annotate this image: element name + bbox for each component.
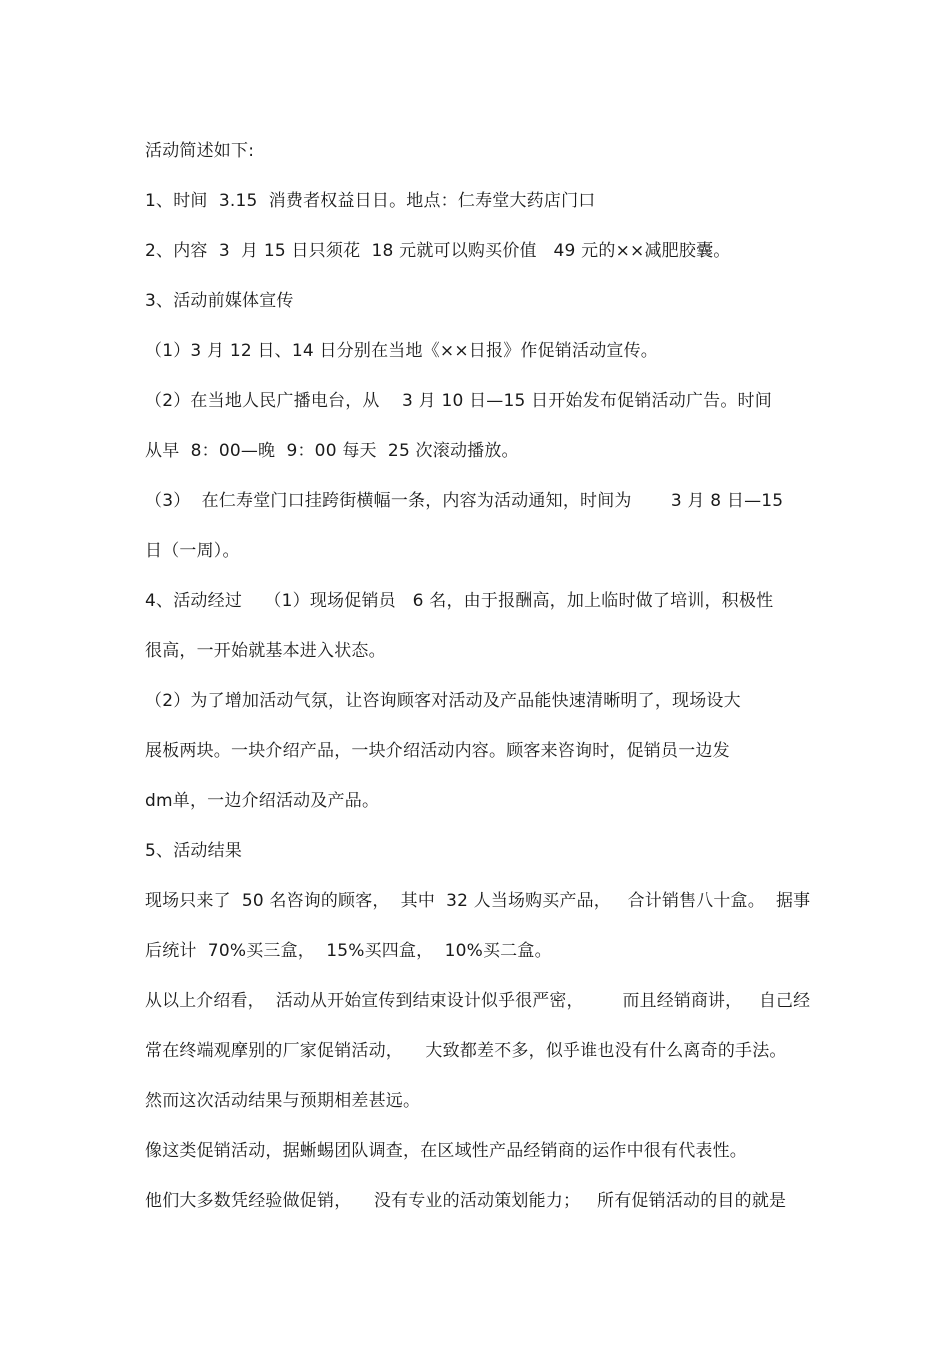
- text-line: 从以上介绍看， 活动从开始宣传到结束设计似乎很严密， 而且经销商讲， 自己经: [145, 991, 811, 1011]
- text-line: 后统计 70%买三盒， 15%买四盒， 10%买二盒。: [145, 941, 552, 961]
- text-line: 从早 8：00—晚 9：00 每天 25 次滚动播放。: [145, 441, 519, 461]
- text-line: 4、活动经过 （1）现场促销员 6 名，由于报酬高，加上临时做了培训，积极性: [145, 591, 774, 611]
- text-line: （1）3 月 12 日、14 日分别在当地《××日报》作促销活动宣传。: [145, 341, 658, 361]
- text-line: 展板两块。一块介绍产品，一块介绍活动内容。顾客来咨询时，促销员一边发: [145, 741, 730, 761]
- text-line: （3） 在仁寿堂门口挂跨街横幅一条，内容为活动通知，时间为 3 月 8 日—15: [145, 491, 784, 511]
- text-line: 1、时间 3.15 消费者权益日日。地点：仁寿堂大药店门口: [145, 191, 596, 211]
- text-line: 活动简述如下:: [145, 141, 255, 161]
- text-line: 像这类促销活动，据蜥蜴团队调查，在区域性产品经销商的运作中很有代表性。: [145, 1141, 747, 1161]
- text-line: 日（一周）。: [145, 541, 240, 561]
- text-line: 2、内容 3 月 15 日只须花 18 元就可以购买价值 49 元的××减肥胶囊。: [145, 241, 731, 261]
- text-line: （2）在当地人民广播电台，从 3 月 10 日—15 日开始发布促销活动广告。时间: [145, 391, 772, 411]
- text-line: 现场只来了 50 名咨询的顾客， 其中 32 人当场购买产品， 合计销售八十盒。 据事: [145, 891, 811, 911]
- text-line: 很高，一开始就基本进入状态。: [145, 641, 386, 661]
- text-line: 然而这次活动结果与预期相差甚远。: [145, 1091, 421, 1111]
- text-line: （2）为了增加活动气氛，让咨询顾客对活动及产品能快速清晰明了，现场设大: [145, 691, 741, 711]
- text-line: 他们大多数凭经验做促销， 没有专业的活动策划能力； 所有促销活动的目的就是: [145, 1191, 787, 1211]
- text-line: dm单，一边介绍活动及产品。: [145, 791, 380, 811]
- text-line: 5、活动结果: [145, 841, 243, 861]
- text-line: 3、活动前媒体宣传: [145, 291, 294, 311]
- text-line: 常在终端观摩别的厂家促销活动， 大致都差不多，似乎谁也没有什么离奇的手法。: [145, 1041, 787, 1061]
